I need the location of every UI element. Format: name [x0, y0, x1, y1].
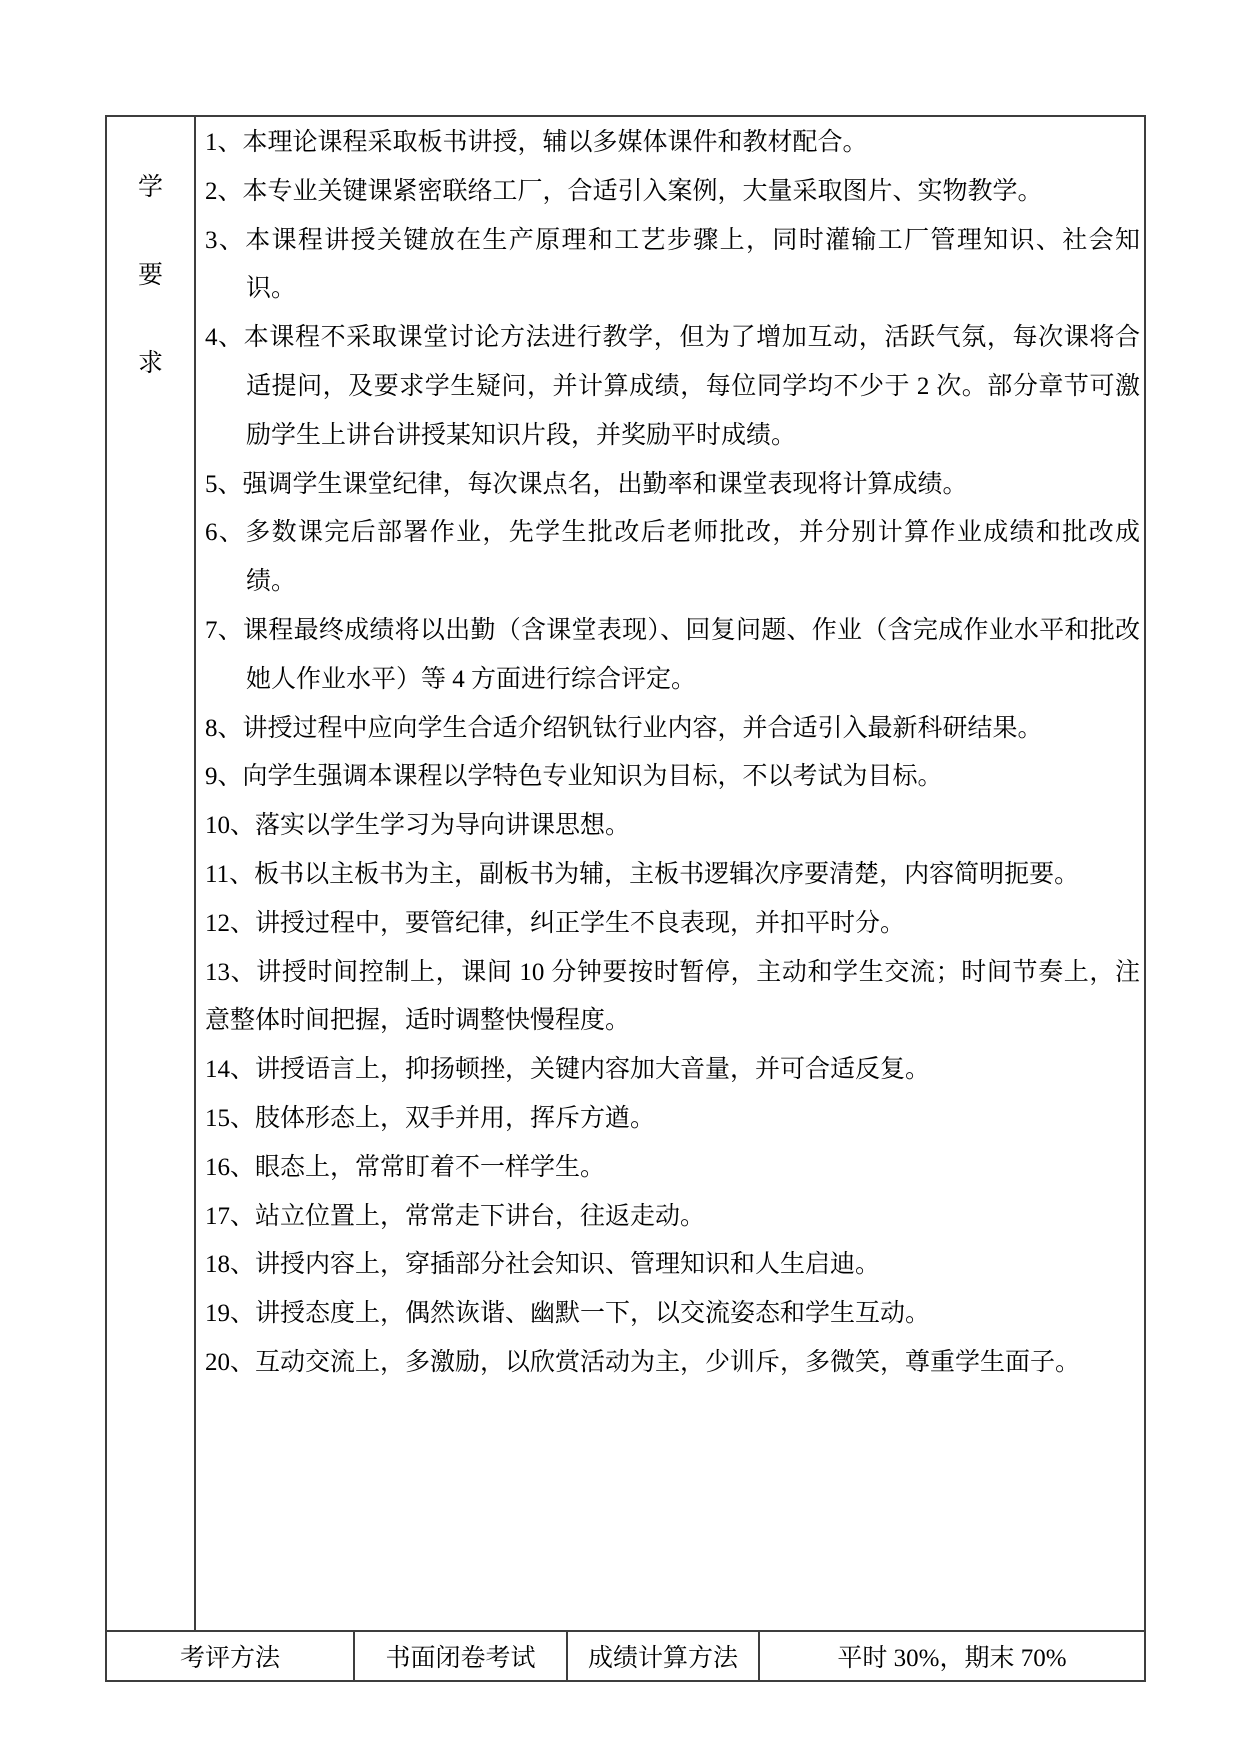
- requirement-line: 意整体时间把握，适时调整快慢程度。: [205, 1007, 631, 1035]
- assessment-row: [107, 1630, 1144, 1680]
- requirement-line: 19、讲授态度上，偶然诙谐、幽默一下，以交流姿态和学生互动。: [205, 1300, 931, 1328]
- requirement-line: 15、肢体形态上，双手并用，挥斥方遒。: [205, 1104, 656, 1132]
- requirement-line: 20、互动交流上，多激励，以欣赏活动为主，少训斥，多微笑，尊重学生面子。: [205, 1348, 1081, 1376]
- section-label-char: 求: [137, 350, 163, 377]
- section-label-char: 要: [137, 262, 163, 289]
- requirement-line: 14、讲授语言上，抑扬顿挫，关键内容加大音量，并可合适反复。: [205, 1056, 931, 1084]
- grade-calculation-value: 平时 30%，期末 70%: [837, 1645, 1067, 1672]
- grade-calculation-label: 成绩计算方法: [568, 1632, 760, 1680]
- requirement-line: 2、本专业关键课紧密联络工厂，合适引入案例，大量采取图片、实物教学。: [205, 177, 1043, 205]
- requirement-line: 她人作业水平）等 4 方面进行综合评定。: [246, 665, 697, 693]
- teaching-requirements-content: [196, 117, 1144, 1630]
- requirement-line: 识。: [246, 275, 297, 303]
- requirement-line: 13、讲授时间控制上，课间 10 分钟要按时暂停，主动和学生交流；时间节奏上，注: [205, 958, 1140, 986]
- requirement-line: 11、板书以主板书为主，副板书为辅，主板书逻辑次序要清楚，内容简明扼要。: [205, 860, 1080, 888]
- requirement-line: 适提问，及要求学生疑问，并计算成绩，每位同学均不少于 2 次。部分章节可激: [246, 372, 1140, 400]
- requirement-line: 16、眼态上，常常盯着不一样学生。: [205, 1153, 606, 1181]
- assessment-method-value: 书面闭卷考试: [355, 1632, 568, 1680]
- section-label-cell: [107, 117, 196, 1630]
- section-label-char: 学: [137, 174, 163, 201]
- course-teaching-plan-table: [105, 115, 1146, 1682]
- requirement-line: 18、讲授内容上，穿插部分社会知识、管理知识和人生启迪。: [205, 1251, 881, 1279]
- requirement-line: 1、本理论课程采取板书讲授，辅以多媒体课件和教材配合。: [205, 129, 868, 156]
- requirement-line: 12、讲授过程中，要管纪律，纠正学生不良表现，并扣平时分。: [205, 909, 906, 937]
- requirement-line: 17、站立位置上，常常走下讲台，往返走动。: [205, 1202, 706, 1230]
- requirement-line: 绩。: [246, 568, 297, 596]
- requirement-line: 9、向学生强调本课程以学特色专业知识为目标，不以考试为目标。: [205, 763, 943, 791]
- requirement-line: 8、讲授过程中应向学生合适介绍钒钛行业内容，并合适引入最新科研结果。: [205, 714, 1043, 742]
- teaching-requirements-row: [107, 117, 1144, 1630]
- requirement-line: 5、强调学生课堂纪律，每次课点名，出勤率和课堂表现将计算成绩。: [205, 470, 968, 498]
- assessment-method-label: 考评方法: [107, 1632, 355, 1680]
- requirement-line: 6、多数课完后部署作业，先学生批改后老师批改，并分别计算作业成绩和批改成: [205, 519, 1140, 547]
- requirement-line: 3、本课程讲授关键放在生产原理和工艺步骤上，同时灌输工厂管理知识、社会知: [205, 226, 1140, 254]
- requirement-line: 7、课程最终成绩将以出勤（含课堂表现）、回复问题、作业（含完成作业水平和批改: [205, 616, 1140, 644]
- requirement-line: 4、本课程不采取课堂讨论方法进行教学，但为了增加互动，活跃气氛，每次课将合: [205, 324, 1140, 352]
- requirement-line: 励学生上讲台讲授某知识片段，并奖励平时成绩。: [246, 421, 797, 449]
- requirement-line: 10、落实以学生学习为导向讲课思想。: [205, 812, 631, 840]
